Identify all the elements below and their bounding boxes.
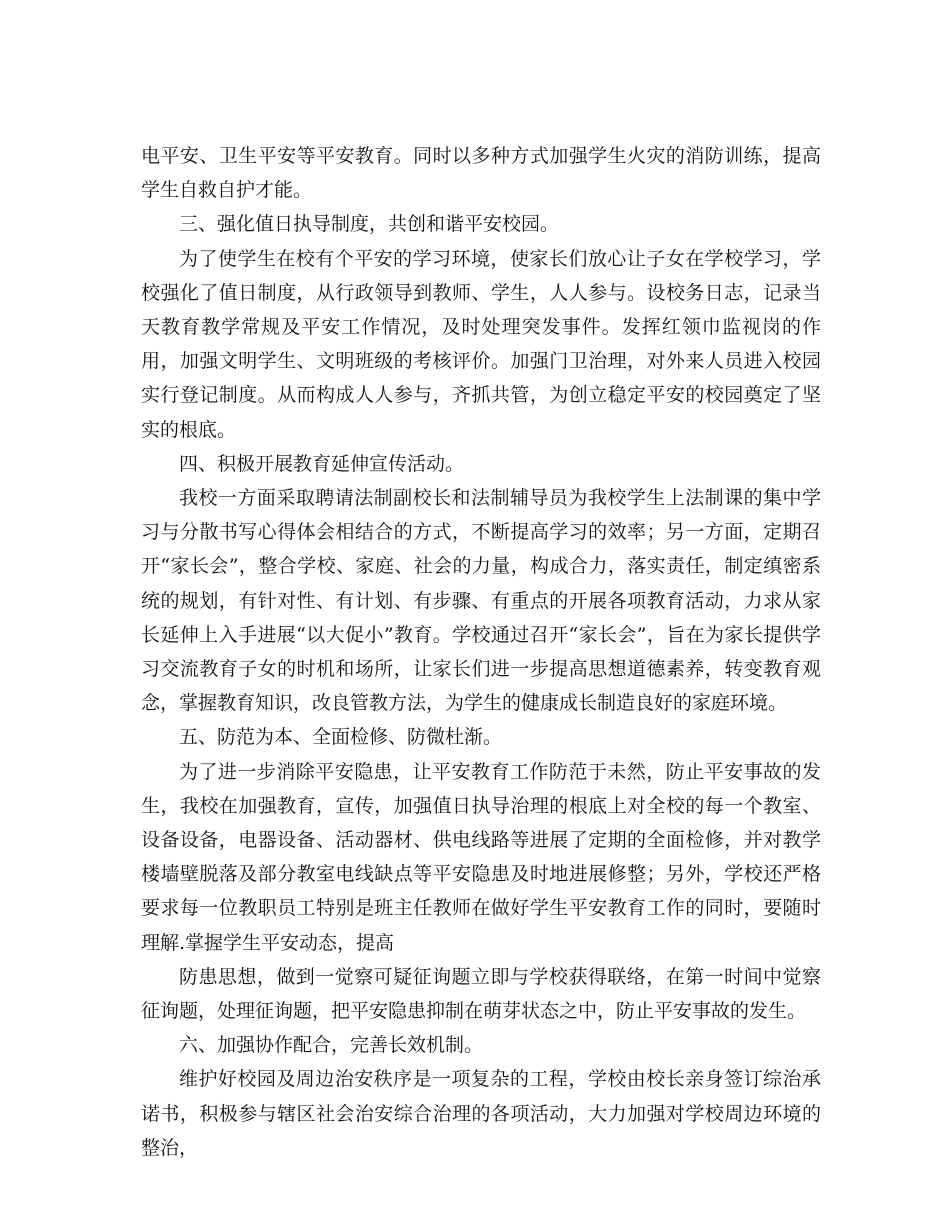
paragraph-1: 电平安、卫生平安等平安教育。同时以多种方式加强学生火灾的消防训练，提高学生自救自护才能。 [141, 145, 821, 202]
paragraph-8: 防患思想，做到一觉察可疑征询题立即与学校获得联络，在第一时间中觉察征询题，处理征询题，把平安隐患抑制在萌芽状态之中，防止平安事故的发生。 [141, 965, 821, 1023]
section-heading-5: 五、防范为本、全面检修、防微杜渐。 [179, 726, 503, 749]
section-heading-6: 六、加强协作配合，完善长效机制。 [179, 1034, 484, 1057]
document-body [141, 139, 821, 1165]
paragraph-3: 为了使学生在校有个平安的学习环境，使家长们放心让子女在学校学习，学校强化了值日制度，从行政领导到教师、学生，人人参与。设校务日志，记录当天教育教学常规及平安工作情况，及时处理突发事件。发挥红领巾监视岗的作用，加强文明学生、文明班级的考核评价。加强门卫治理，对外来人员进入校园实行登记制度。从而构成人人参与，齐抓共管，为创立稳定平安的校园奠定了坚实的根底。 [141, 247, 821, 441]
paragraph-5: 我校一方面采取聘请法制副校长和法制辅导员为我校学生上法制课的集中学习与分散书写心得体会相结合的方式，不断提高学习的效率；另一方面，定期召开“家长会”，整合学校、家庭、社会的力量，构成合力，落实责任，制定缜密系统的规划，有针对性、有计划、有步骤、有重点的开展各项教育活动，力求从家长延伸上入手进展“以大促小”教育。学校通过召开“家长会”，旨在为家长提供学习交流教育子女的时机和场所，让家长们进一步提高思想道德素养，转变教育观念，掌握教育知识，改良管教方法，为学生的健康成长制造良好的家庭环境。 [141, 487, 821, 715]
paragraph-10: 维护好校园及周边治安秩序是一项复杂的工程，学校由校长亲身签订综治承诺书，积极参与辖区社会治安综合治理的各项活动，大力加强对学校周边环境的整治， [141, 1068, 821, 1159]
paragraph-7: 为了进一步消除平安隐患，让平安教育工作防范于未然，防止平安事故的发生，我校在加强教育，宣传，加强值日执导治理的根底上对全校的每一个教室、设备设备，电器设备、活动器材、供电线路等进展了定期的全面检修，并对教学楼墙壁脱落及部分教室电线缺点等平安隐患及时地进展修整；另外，学校还严格要求每一位教职员工特别是班主任教师在做好学生平安教育工作的同时，要随时理解.掌握学生平安动态，提高 [141, 760, 821, 954]
section-heading-3: 三、强化值日执导制度，共创和谐平安校园。 [179, 213, 560, 236]
section-heading-4: 四、积极开展教育延伸宣传活动。 [179, 452, 465, 475]
